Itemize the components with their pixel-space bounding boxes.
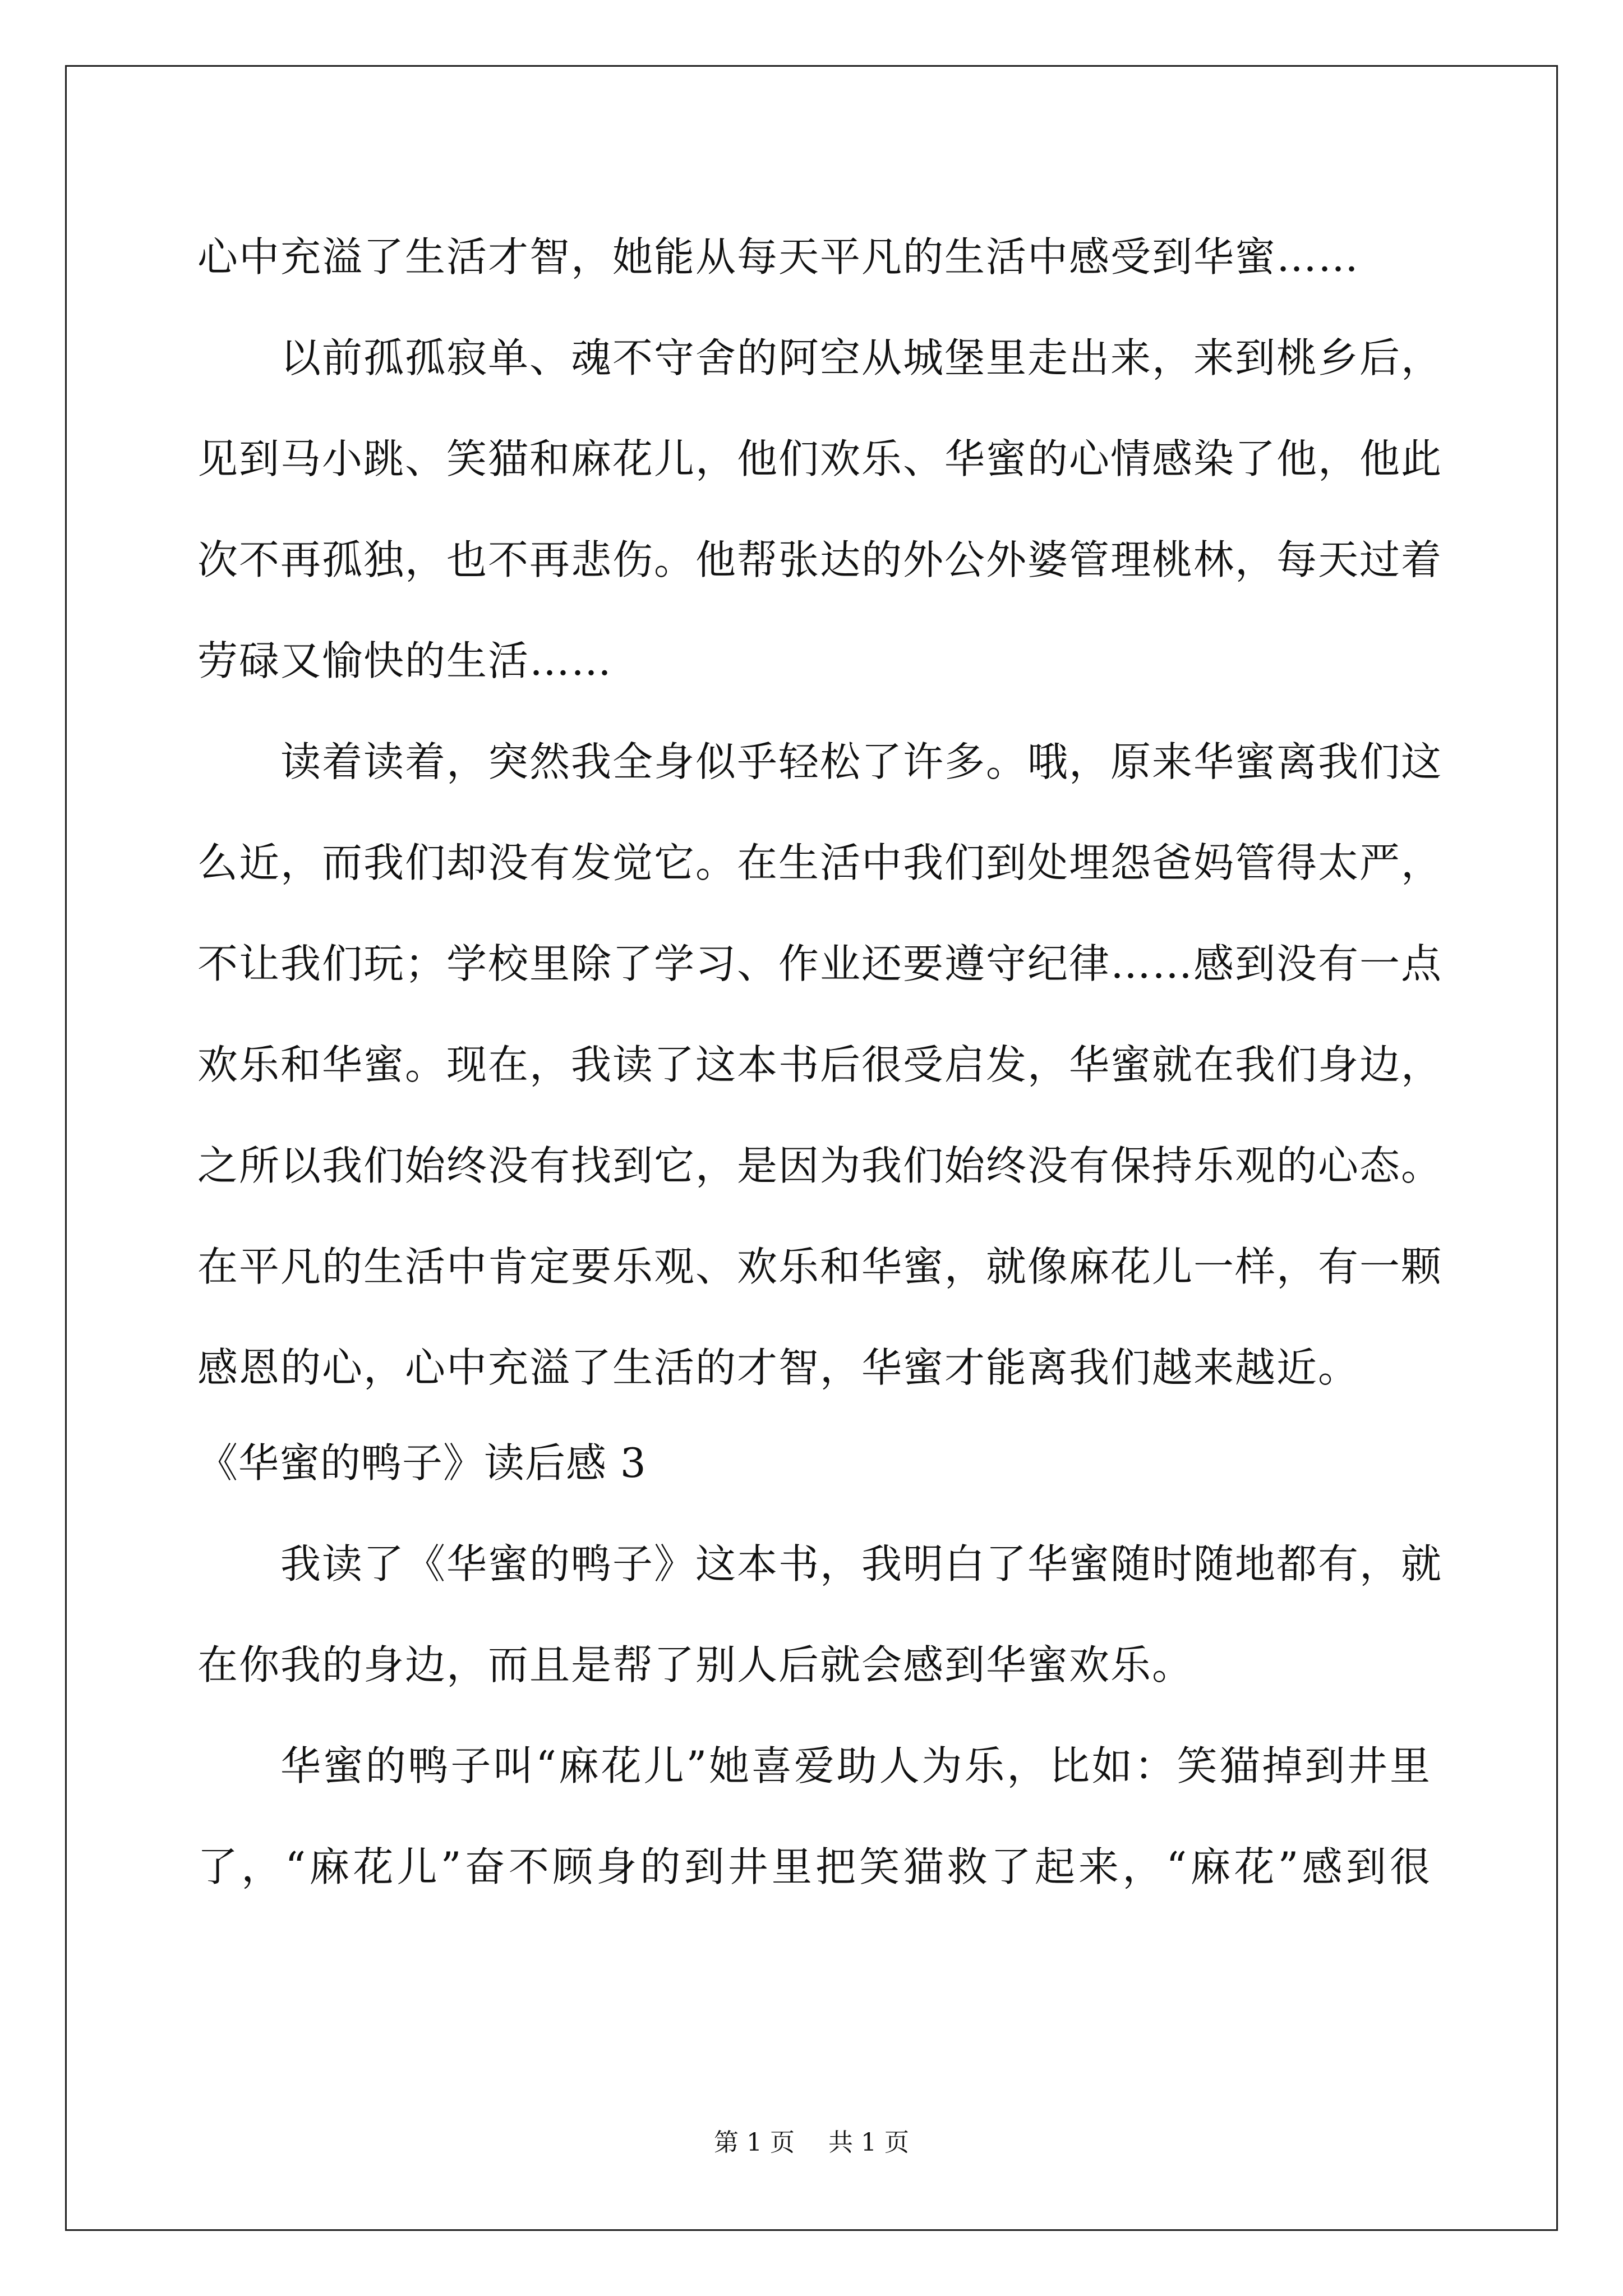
text-line: 华蜜的鸭子叫“麻花儿”她喜爱助人为乐，比如：笑猫掉到井里 <box>280 1742 1431 1789</box>
text-line: 在平凡的生活中肯定要乐观、欢乐和华蜜，就像麻花儿一样，有一颗 <box>197 1243 1443 1290</box>
text-line: 感恩的心，心中充溢了生活的才智，华蜜才能离我们越来越近。 <box>197 1344 1360 1391</box>
page-total: 共 1 页 <box>828 2128 909 2157</box>
text-line: 以前孤孤寂单、魂不守舍的阿空从城堡里走出来，来到桃乡后， <box>280 334 1443 381</box>
text-line: 了，“麻花儿”奋不顾身的到井里把笑猫救了起来，“麻花”感到很 <box>197 1843 1431 1890</box>
page-footer <box>0 2126 1623 2160</box>
page-number: 第 1 页 <box>714 2128 795 2157</box>
text-line: 心中充溢了生活才智，她能从每天平凡的生活中感受到华蜜…… <box>197 233 1360 280</box>
text-line: 次不再孤独，也不再悲伤。他帮张达的外公外婆管理桃林，每天过着 <box>197 536 1443 583</box>
text-line: 劳碌又愉快的生活…… <box>197 637 613 684</box>
text-line: 么近，而我们却没有发觉它。在生活中我们到处埋怨爸妈管得太严， <box>197 839 1443 886</box>
text-line: 我读了《华蜜的鸭子》这本书，我明白了华蜜随时随地都有，就 <box>280 1540 1443 1588</box>
text-line: 欢乐和华蜜。现在，我读了这本书后很受启发，华蜜就在我们身边， <box>197 1041 1443 1088</box>
text-line: 之所以我们始终没有找到它，是因为我们始终没有保持乐观的心态。 <box>197 1142 1443 1189</box>
text-line: 不让我们玩；学校里除了学习、作业还要遵守纪律……感到没有一点 <box>197 940 1443 987</box>
text-line: 见到马小跳、笑猫和麻花儿，他们欢乐、华蜜的心情感染了他，他此 <box>197 435 1443 482</box>
text-line: 在你我的身边，而且是帮了别人后就会感到华蜜欢乐。 <box>197 1641 1194 1688</box>
section-heading: 《华蜜的鸭子》读后感 3 <box>197 1439 647 1487</box>
text-line: 读着读着，突然我全身似乎轻松了许多。哦，原来华蜜离我们这 <box>280 738 1443 785</box>
